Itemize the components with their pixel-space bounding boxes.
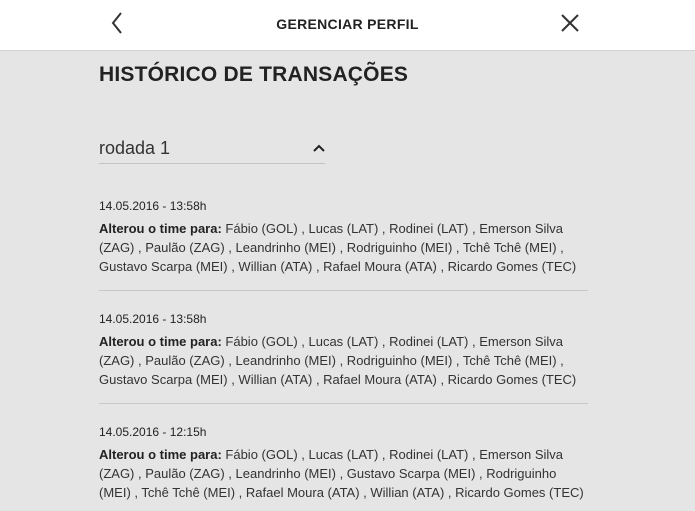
transaction-item	[99, 199, 588, 276]
transaction-date: 14.05.2016 - 12:15h	[99, 425, 207, 439]
transaction-players: Fábio (GOL) , Lucas (LAT) , Rodinei (LAT) , Emerson Silva (ZAG) , Paulão (ZAG) , Leandrinho (MEI) , Rodriguinho (MEI) , Tchê Tchê (MEI) , Gustavo Scarpa (MEI) , Willian (ATA) , Rafael Moura (ATA) , Ricardo Gomes (TEC)	[99, 334, 577, 387]
round-select-value: rodada 1	[99, 138, 171, 158]
transaction-description	[99, 445, 588, 502]
transaction-date: 14.05.2016 - 13:58h	[99, 199, 207, 213]
transaction-description	[99, 332, 588, 389]
transaction-prefix: Alterou o time para:	[99, 221, 222, 236]
transaction-players: Fábio (GOL) , Lucas (LAT) , Rodinei (LAT) , Emerson Silva (ZAG) , Paulão (ZAG) , Leandrinho (MEI) , Gustavo Scarpa (MEI) , Rodriguinho (MEI) , Tchê Tchê (MEI) , Rafael Moura (ATA) , Willian (ATA) , Ricardo Gomes (TEC)	[99, 447, 584, 500]
transaction-prefix: Alterou o time para:	[99, 447, 222, 462]
transaction-date: 14.05.2016 - 13:58h	[99, 312, 207, 326]
close-button[interactable]	[557, 10, 583, 36]
transaction-item	[99, 312, 588, 389]
header-bar	[0, 0, 695, 51]
transaction-item	[99, 425, 588, 502]
transaction-prefix: Alterou o time para:	[99, 334, 222, 349]
header-title: GERENCIAR PERFIL	[276, 16, 419, 32]
divider	[99, 290, 588, 291]
transaction-description	[99, 219, 588, 276]
close-icon	[557, 10, 583, 36]
divider	[99, 403, 588, 404]
chevron-up-icon	[313, 143, 325, 153]
transaction-players: Fábio (GOL) , Lucas (LAT) , Rodinei (LAT) , Emerson Silva (ZAG) , Paulão (ZAG) , Leandrinho (MEI) , Rodriguinho (MEI) , Tchê Tchê (MEI) , Gustavo Scarpa (MEI) , Willian (ATA) , Rafael Moura (ATA) , Ricardo Gomes (TEC)	[99, 221, 577, 274]
page-title: HISTÓRICO DE TRANSAÇÕES	[99, 63, 409, 86]
round-select[interactable]	[99, 136, 325, 164]
